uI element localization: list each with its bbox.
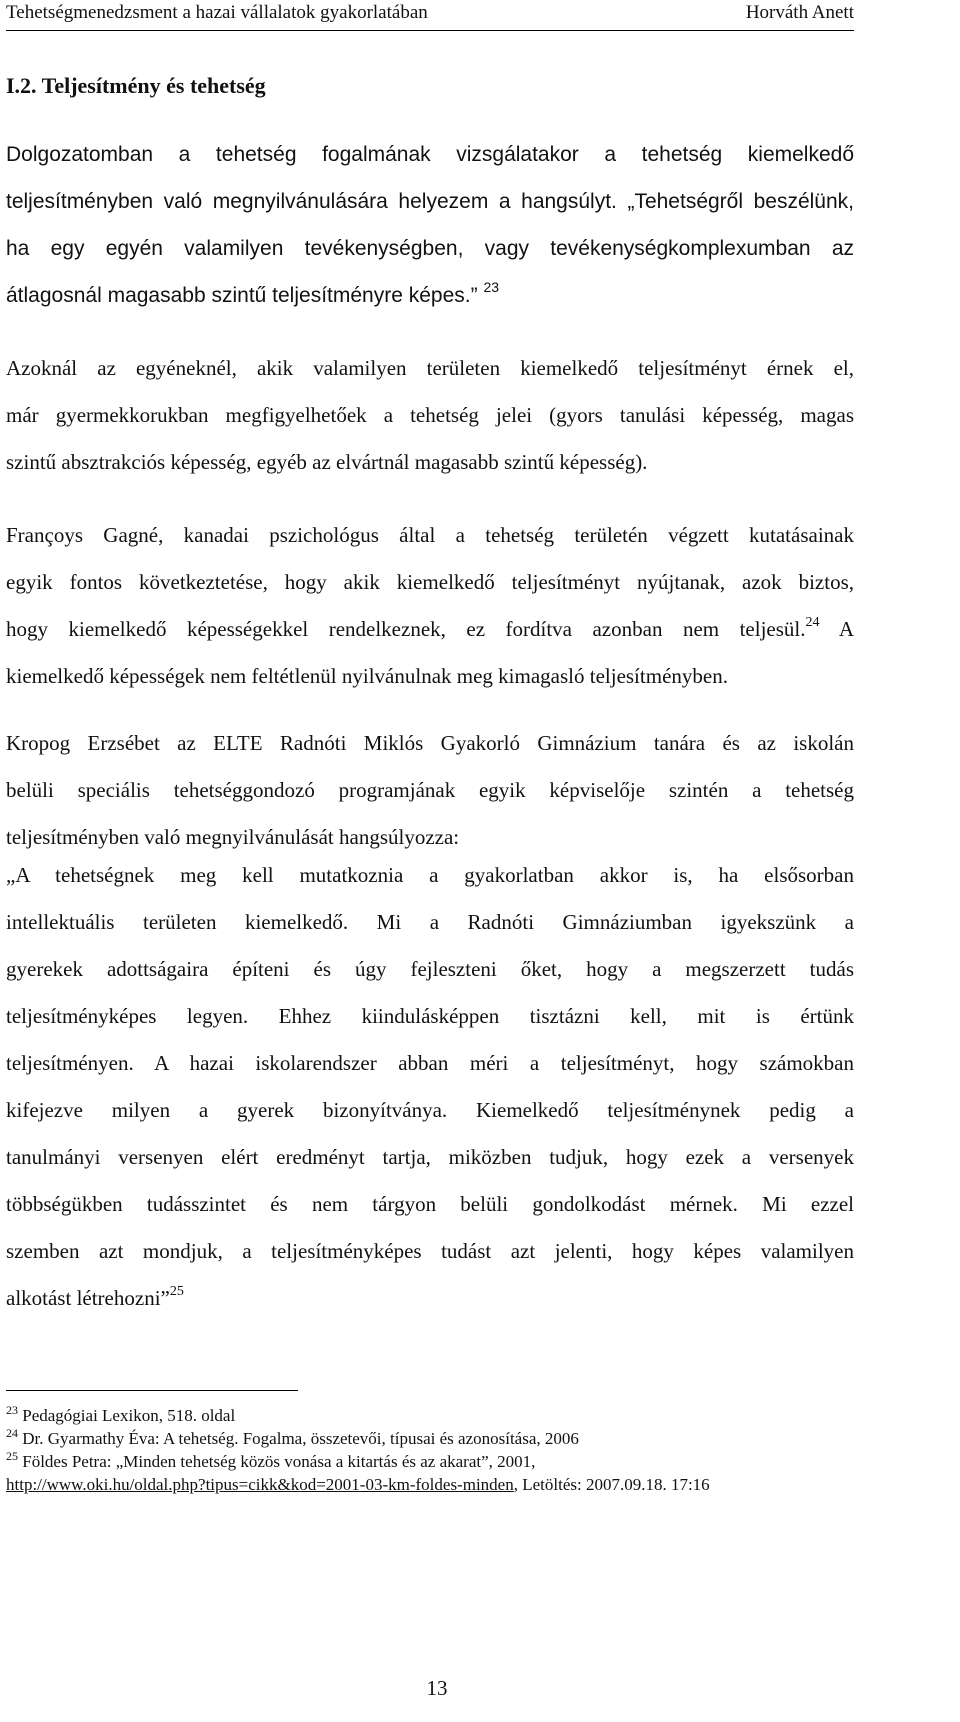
text-span: hogy kiemelkedő képességekkel rendelkeznek, ez fordítva azonban nem teljesül.	[6, 617, 806, 641]
text-line	[6, 606, 854, 653]
text-line: már gyermekkorukban megfigyelhetőek a tehetség jelei (gyors tanulási képesség, magas	[6, 403, 854, 427]
footnote-ref-23[interactable]: 23	[483, 279, 500, 295]
text-line: kifejezve milyen a gyerek bizonyítványa. Kiemelkedő teljesítménynek pedig a	[6, 1098, 854, 1122]
footnote-23	[6, 1404, 876, 1427]
text-line: Françoys Gagné, kanadai pszichológus által a tehetség területén végzett kutatásainak	[6, 523, 854, 547]
text-line: szemben azt mondjuk, a teljesítményképes tudást azt jelenti, hogy képes valamilyen	[6, 1239, 854, 1263]
footnote-number: 24	[6, 1426, 18, 1440]
text-line: kiemelkedő képességek nem feltétlenül nyilvánulnak meg kimagasló teljesítményben.	[6, 664, 728, 688]
paragraph-2	[6, 345, 854, 486]
text-span: átlagosnál magasabb szintű teljesítményre képes.”	[6, 284, 478, 307]
text-line: intellektuális területen kiemelkedő. Mi a Radnóti Gimnáziumban igyekszünk a	[6, 910, 854, 934]
footnote-separator	[6, 1390, 298, 1391]
footnote-text: Dr. Gyarmathy Éva: A tehetség. Fogalma, összetevői, típusai és azonosítása, 2006	[22, 1429, 579, 1448]
text-line: belüli speciális tehetséggondozó programjának egyik képviselője szintén a tehetség	[6, 778, 854, 802]
text-line	[6, 1275, 854, 1322]
paragraph-1	[6, 131, 854, 319]
text-line: ha egy egyén valamilyen tevékenységben, vagy tevékenységkomplexumban az	[6, 237, 854, 260]
footnote-text: , Letöltés: 2007.09.18. 17:16	[513, 1475, 710, 1494]
footnote-number: 23	[6, 1403, 18, 1417]
text-line: Kropog Erzsébet az ELTE Radnóti Miklós Gyakorló Gimnázium tanára és az iskolán	[6, 731, 854, 755]
quote-paragraph	[6, 852, 854, 1322]
footnote-text: Földes Petra: „Minden tehetség közös vonása a kitartás és az akarat”, 2001,	[22, 1452, 536, 1471]
header-author: Horváth Anett	[745, 2, 854, 23]
footnote-25-continued	[6, 1473, 876, 1496]
paragraph-4	[6, 720, 854, 861]
footnote-ref-25[interactable]: 25	[169, 1284, 184, 1299]
text-line: többségükben tudásszintet és nem tárgyon belüli gondolkodást mérnek. Mi ezzel	[6, 1192, 854, 1216]
text-line: teljesítményben való megnyilvánulására helyezem a hangsúlyt. „Tehetségről beszélünk,	[6, 190, 854, 213]
section-heading: I.2. Teljesítmény és tehetség	[6, 73, 266, 98]
text-line: „A tehetségnek meg kell mutatkoznia a gyakorlatban akkor is, ha elsősorban	[6, 863, 854, 887]
page-header	[6, 0, 854, 31]
text-line	[6, 272, 854, 319]
text-line: teljesítményen. A hazai iskolarendszer abban méri a teljesítményt, hogy számokban	[6, 1051, 854, 1075]
text-span: alkotást létrehozni”	[6, 1286, 170, 1310]
footnote-25	[6, 1450, 876, 1473]
text-line: Dolgozatomban a tehetség fogalmának vizsgálatakor a tehetség kiemelkedő	[6, 143, 854, 166]
footnote-24	[6, 1427, 876, 1450]
text-span: A	[819, 617, 854, 641]
footnote-link[interactable]: http://www.oki.hu/oldal.php?tipus=cikk&kod=2001-03-km-foldes-minden	[6, 1475, 514, 1494]
footnote-text: Pedagógiai Lexikon, 518. oldal	[22, 1406, 236, 1425]
page-number: 13	[426, 1676, 448, 1700]
footnote-ref-24[interactable]: 24	[805, 615, 820, 630]
text-line: szintű absztrakciós képesség, egyéb az elvártnál magasabb szintű képesség).	[6, 450, 648, 474]
text-line: egyik fontos következtetése, hogy akik kiemelkedő teljesítményt nyújtanak, azok biztos,	[6, 570, 854, 594]
text-line: tanulmányi versenyen elért eredményt tartja, miközben tudjuk, hogy ezek a versenyek	[6, 1145, 854, 1169]
paragraph-3	[6, 512, 854, 700]
text-line: Azoknál az egyéneknél, akik valamilyen területen kiemelkedő teljesítményt érnek el,	[6, 356, 854, 380]
footnotes	[6, 1404, 876, 1496]
text-line: gyerekek adottságaira építeni és úgy fejleszteni őket, hogy a megszerzett tudás	[6, 957, 854, 981]
header-title: Tehetségmenedzsment a hazai vállalatok gyakorlatában	[6, 2, 428, 23]
text-line: teljesítményképes legyen. Ehhez kiindulásképpen tisztázni kell, mit is értünk	[6, 1004, 854, 1028]
footnote-number: 25	[6, 1449, 18, 1463]
text-line: teljesítményben való megnyilvánulását hangsúlyozza:	[6, 825, 460, 849]
